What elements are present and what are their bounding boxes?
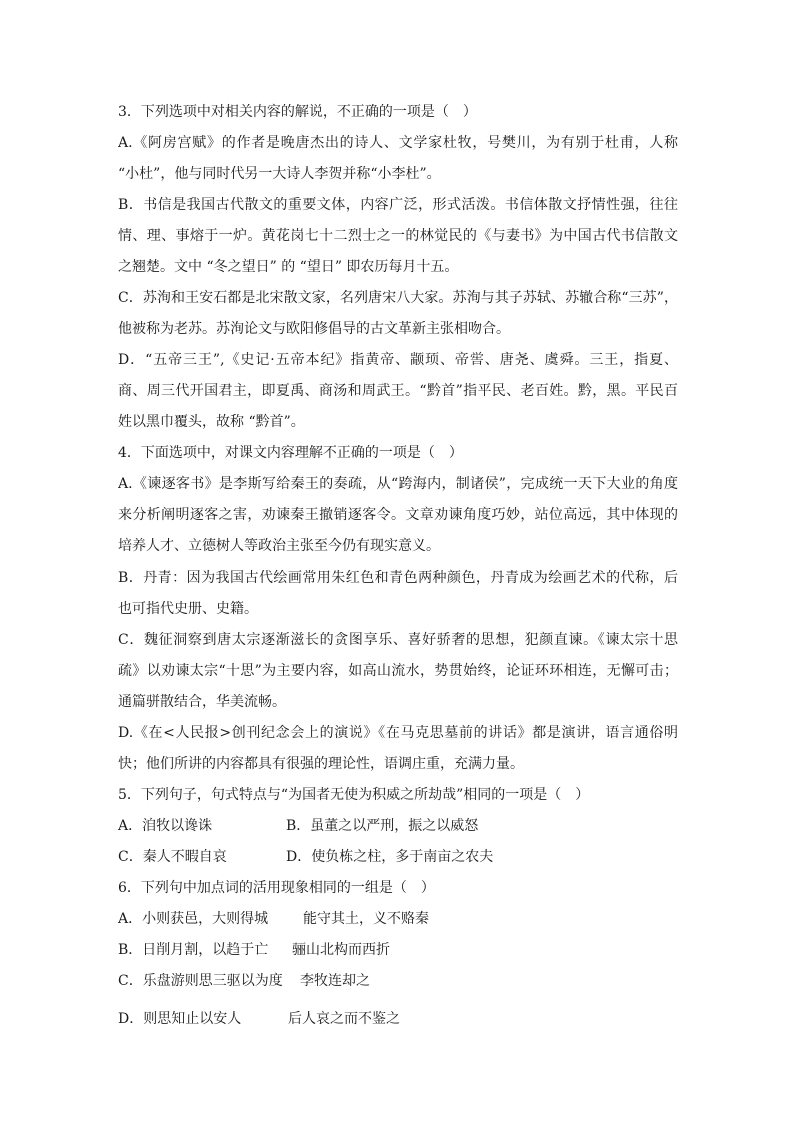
q4-option-c-line-3: 通篇骈散结合，华美流畅。	[118, 694, 286, 710]
q5-option-a: A．洎牧以谗诛	[118, 818, 213, 834]
q5-option-c: C．秦人不暇自哀	[118, 849, 227, 865]
q6-option-a-left: A．小则获邑，大则得城	[118, 911, 269, 927]
q5-stem: 5．下列句子，句式特点与“为国者无使为积威之所劫哉”相同的一项是（ ）	[118, 787, 590, 803]
q4-stem: 4．下面选项中，对课文内容理解不正确的一项是（ ）	[118, 445, 463, 461]
q6-option-a-right: 能守其土，义不赂秦	[303, 911, 429, 927]
q3-option-b-line-2: 情、理、事熔于一炉。黄花岗七十二烈士之一的林觉民的《与妻书》为中国古代书信散文	[118, 228, 678, 244]
q4-option-b-line-2: 也可指代史册、史籍。	[118, 601, 258, 617]
q6-option-d-left: D．则思知止以安人	[118, 1011, 242, 1027]
q3-option-d-line-3: 姓以黑巾覆头，故称 “黔首”。	[118, 414, 305, 430]
q3-stem: 3．下列选项中对相关内容的解说，不正确的一项是（ ）	[118, 104, 477, 120]
q5-option-d: D．使负栋之柱，多于南亩之农夫	[286, 849, 494, 865]
q6-option-b-left: B．日削月割，以趋于亡	[118, 942, 269, 958]
q3-option-a-line-2: “小杜”，他与同时代另一大诗人李贺并称“小李杜”。	[118, 166, 441, 182]
q4-option-a-line-2: 来分析阐明逐客之害，劝谏秦王撤销逐客令。文章劝谏角度巧妙，站位高远，其中体现的	[118, 507, 678, 523]
q6-option-c-right: 李牧连却之	[300, 973, 370, 989]
q4-option-c-line-1: C．魏征洞察到唐太宗逐渐滋长的贪图享乐、喜好骄奢的思想，犯颜直谏。《谏太宗十思	[118, 632, 678, 648]
q5-option-b: B．虽董之以严刑，振之以威怒	[286, 818, 479, 834]
q4-option-a-line-3: 培养人才、立德树人等政治主张至今仍有现实意义。	[118, 538, 440, 554]
q6-stem: 6．下列句中加点词的活用现象相同的一组是（ ）	[118, 880, 435, 896]
q3-option-a-line-1: A.《阿房宫赋》的作者是晚唐杰出的诗人、文学家杜牧，号樊川，为有别于杜甫，人称	[118, 135, 678, 151]
q6-option-c-left: C．乐盘游则思三驱以为度	[118, 973, 283, 989]
q6-option-b-right: 骊山北构而西折	[292, 942, 390, 958]
q4-option-c-line-2: 疏》以劝谏太宗“十思”为主要内容，如高山流水，势贯始终，论证环环相连，无懈可击；	[118, 663, 678, 679]
q4-option-a-line-1: A.《谏逐客书》是李斯写给秦王的奏疏，从“跨海内，制诸侯”，完成统一天下大业的角度	[118, 476, 678, 492]
q4-option-d-line-2: 快；他们所讲的内容都具有很强的理论性，语调庄重，充满力量。	[118, 756, 524, 772]
q3-option-b-line-1: B．书信是我国古代散文的重要文体，内容广泛，形式活泼。书信体散文抒情性强，往往	[118, 197, 678, 213]
q6-option-d-right: 后人哀之而不鉴之	[288, 1011, 400, 1027]
q3-option-d-line-1: D．“五帝三王”,《史记·五帝本纪》指黄帝、颛顼、帝喾、唐尧、虞舜。三王，指夏、	[118, 352, 678, 368]
q3-option-b-line-3: 之翘楚。文中 “冬之望日” 的 “望日” 即农历每月十五。	[118, 259, 459, 275]
q3-option-d-line-2: 商、周三代开国君主，即夏禹、商汤和周武王。“黔首”指平民、老百姓。黔，黑。平民百	[118, 383, 678, 399]
q3-option-c-line-1: C．苏洵和王安石都是北宋散文家，名列唐宋八大家。苏洵与其子苏轼、苏辙合称“三苏”，	[118, 290, 678, 306]
q3-option-c-line-2: 他被称为老苏。苏洵论文与欧阳修倡导的古文革新主张相吻合。	[118, 321, 510, 337]
q4-option-d-line-1: D.《在<人民报>创刊纪念会上的演说》《在马克思墓前的讲话》都是演讲，语言通俗明	[118, 725, 678, 741]
q4-option-b-line-1: B．丹青：因为我国古代绘画常用朱红色和青色两种颜色，丹青成为绘画艺术的代称，后	[118, 570, 678, 586]
